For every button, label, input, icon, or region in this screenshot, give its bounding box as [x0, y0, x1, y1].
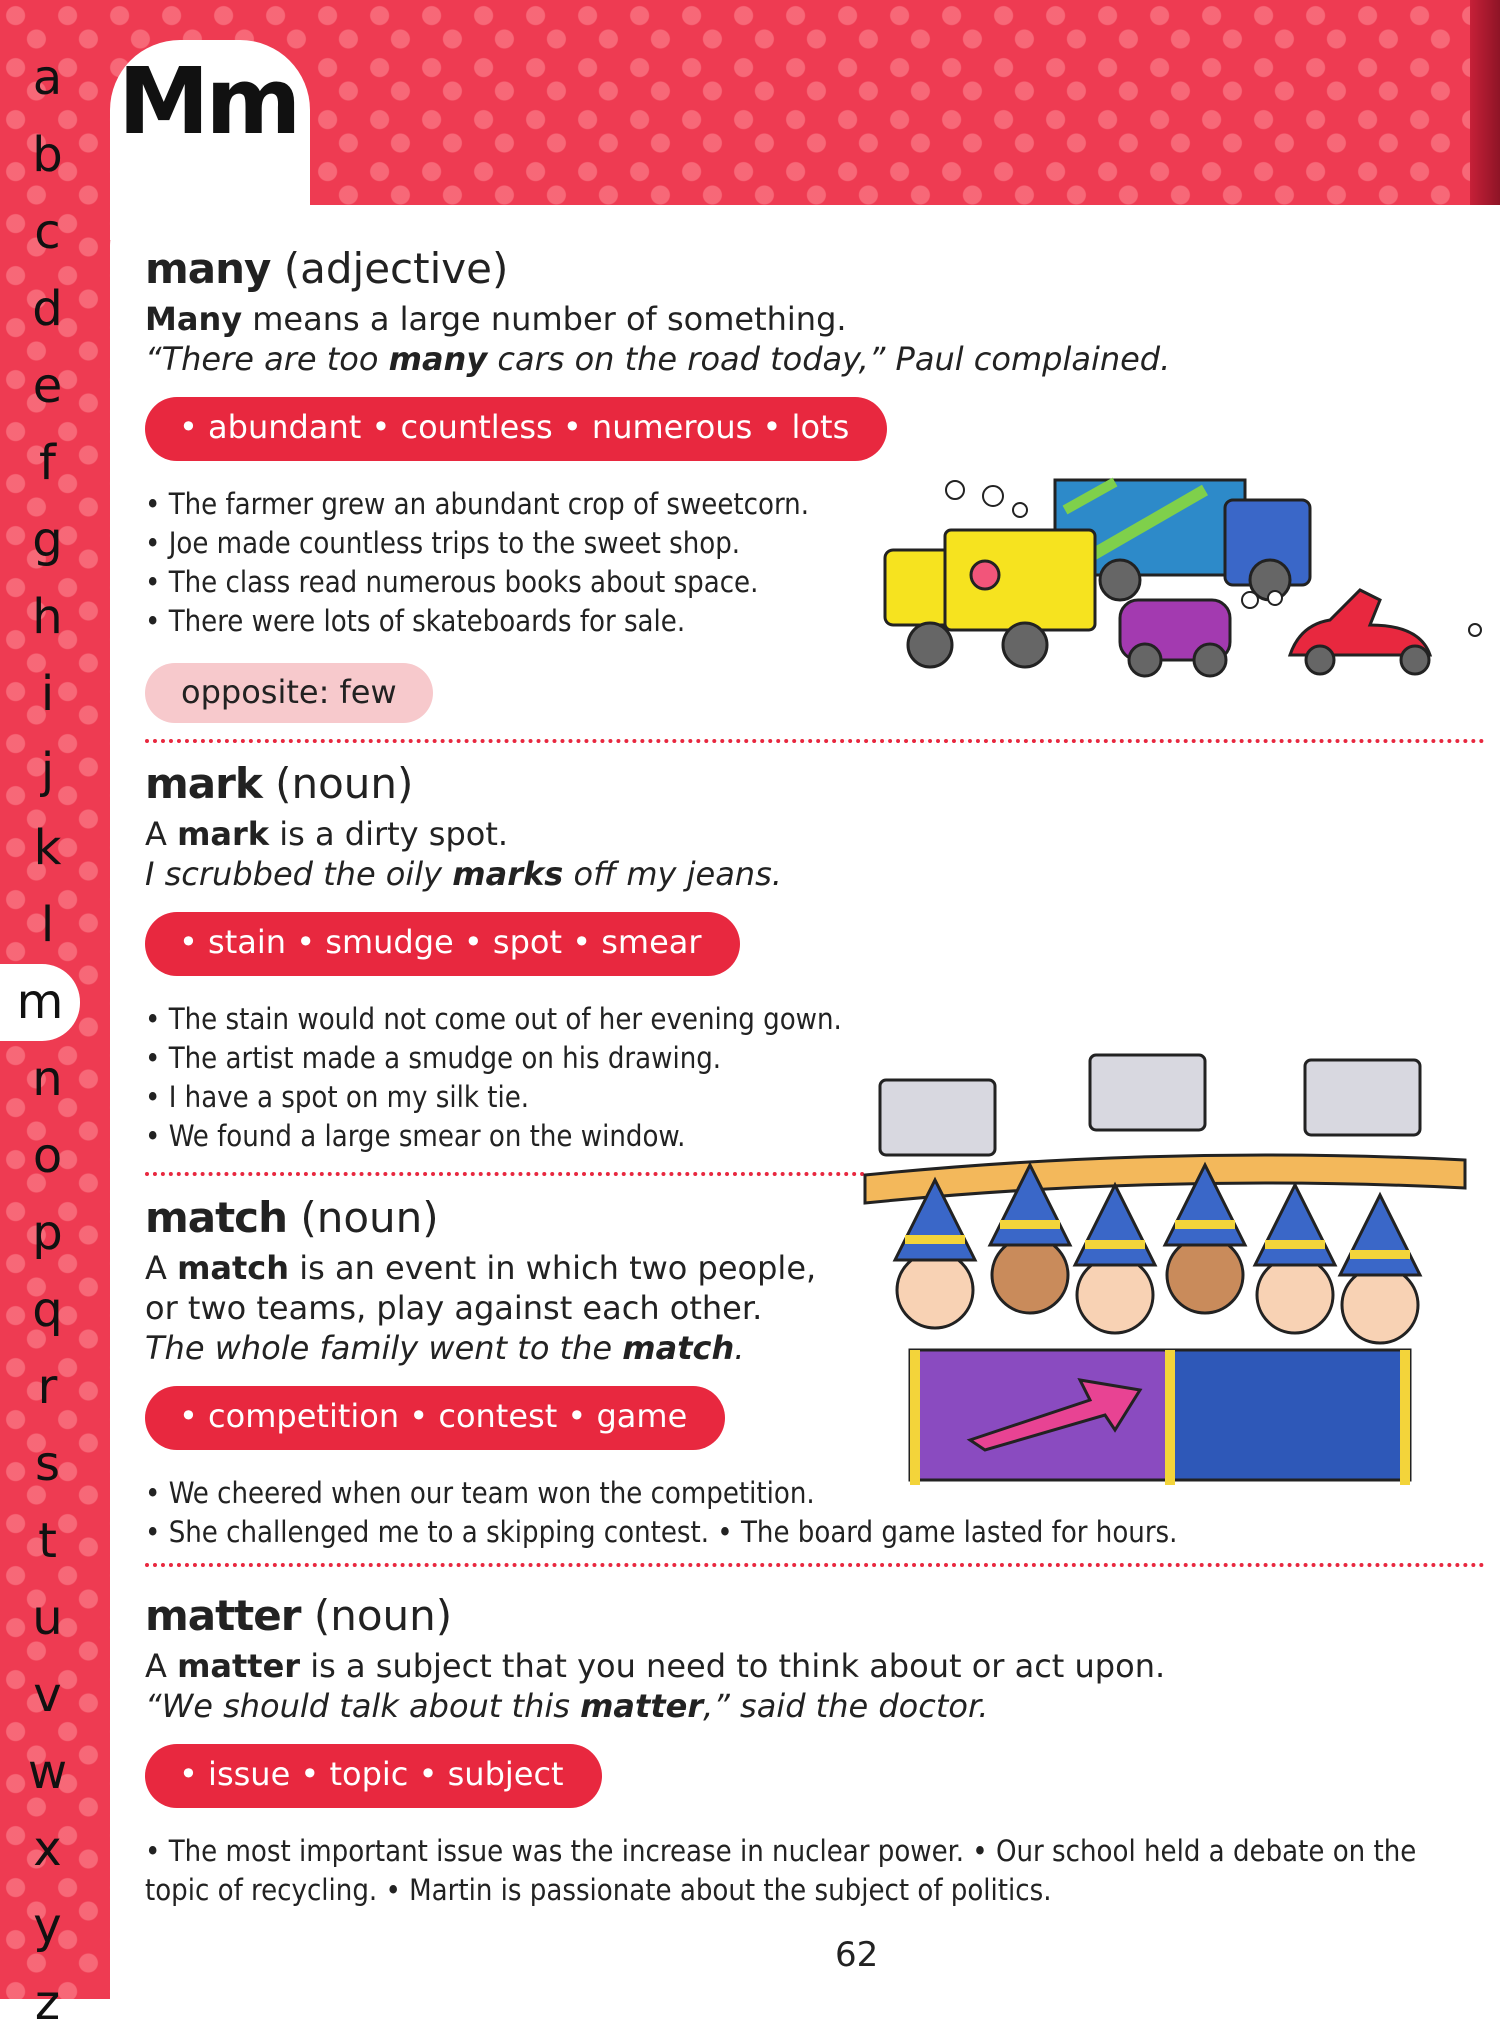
headword: many (adjective): [145, 244, 509, 293]
opposite-pill: opposite: few: [145, 663, 433, 723]
example-sentences: [145, 1000, 842, 1156]
list-item: topic of recycling. • Martin is passionate about the subject of politics.: [145, 1873, 1052, 1907]
example: The whole family went to the match.: [145, 1329, 745, 1367]
alphabet-letter-s: s: [34, 1436, 60, 1492]
alphabet-letter-o: o: [32, 1128, 63, 1184]
synonyms-pill: • stain • smudge • spot • smear: [145, 912, 740, 976]
synonyms-pill: • competition • contest • game: [145, 1386, 725, 1450]
list-item: • The stain would not come out of her evening gown.: [145, 1000, 842, 1039]
alphabet-letter-e: e: [32, 358, 63, 414]
definition: A mark is a dirty spot.: [145, 815, 509, 853]
divider: [145, 739, 1485, 743]
example-sentences: [145, 1474, 1177, 1552]
alphabet-letter-p: p: [32, 1205, 63, 1261]
alphabet-letter-j: j: [40, 743, 55, 799]
alphabet-letter-y: y: [33, 1898, 62, 1954]
page-number: 62: [835, 1935, 879, 1975]
alphabet-letter-c: c: [34, 204, 61, 260]
alphabet-letter-v: v: [33, 1667, 62, 1723]
synonyms-pill: • issue • topic • subject: [145, 1744, 602, 1808]
definition: A matter is a subject that you need to think about or act upon.: [145, 1647, 1166, 1685]
alphabet-letter-r: r: [37, 1359, 58, 1415]
alphabet-letter-l: l: [40, 897, 55, 953]
divider: [145, 1563, 1485, 1567]
list-item: • I have a spot on my silk tie.: [145, 1078, 842, 1117]
synonyms-pill: • abundant • countless • numerous • lots: [145, 397, 887, 461]
alphabet-letter-m: m: [0, 964, 80, 1041]
alphabet-letter-z: z: [34, 1975, 61, 2031]
definition-continued: or two teams, play against each other.: [145, 1289, 763, 1327]
traffic-illustration: [875, 470, 1485, 690]
headword: matter (noun): [145, 1591, 453, 1640]
example: “We should talk about this matter,” said the doctor.: [145, 1687, 989, 1725]
alphabet-letter-w: w: [27, 1744, 68, 1800]
definition: Many means a large number of something.: [145, 300, 847, 338]
definition: A match is an event in which two people,: [145, 1249, 817, 1287]
entry-mark: [145, 758, 842, 1156]
list-item: • We cheered when our team won the competition.: [145, 1474, 1177, 1513]
alphabet-letter-g: g: [32, 512, 63, 568]
alphabet-letter-i: i: [40, 666, 55, 722]
list-item: • She challenged me to a skipping contest. • The board game lasted for hours.: [145, 1513, 1177, 1552]
alphabet-letter-n: n: [32, 1051, 63, 1107]
divider: [145, 1172, 865, 1176]
example: I scrubbed the oily marks off my jeans.: [145, 855, 782, 893]
headword: match (noun): [145, 1193, 439, 1242]
alphabet-letter-d: d: [32, 281, 63, 337]
list-item: • The class read numerous books about space.: [145, 563, 1170, 602]
list-item: • We found a large smear on the window.: [145, 1117, 842, 1156]
example-sentences: [145, 1832, 1416, 1910]
entry-match: [145, 1192, 1177, 1552]
alphabet-letter-a: a: [32, 50, 63, 106]
entry-matter: [145, 1590, 1416, 1910]
alphabet-letter-b: b: [32, 127, 63, 183]
letter-heading: Mm: [118, 48, 298, 155]
list-item: • The most important issue was the increase in nuclear power. • Our school held a debate on the: [145, 1832, 1416, 1871]
list-item: • The farmer grew an abundant crop of sweetcorn.: [145, 485, 1170, 524]
list-item: • There were lots of skateboards for sale.: [145, 602, 1170, 641]
example: “There are too many cars on the road today,” Paul complained.: [145, 340, 1171, 378]
alphabet-letter-f: f: [39, 435, 56, 491]
list-item: • The artist made a smudge on his drawing.: [145, 1039, 842, 1078]
alphabet-letter-k: k: [33, 820, 62, 876]
alphabet-letter-u: u: [32, 1590, 63, 1646]
alphabet-index: [0, 40, 95, 2042]
alphabet-letter-h: h: [32, 589, 63, 645]
headword: mark (noun): [145, 759, 414, 808]
alphabet-letter-t: t: [38, 1513, 57, 1569]
list-item: • Joe made countless trips to the sweet shop.: [145, 524, 1170, 563]
alphabet-letter-q: q: [32, 1282, 63, 1338]
alphabet-letter-x: x: [33, 1821, 62, 1877]
